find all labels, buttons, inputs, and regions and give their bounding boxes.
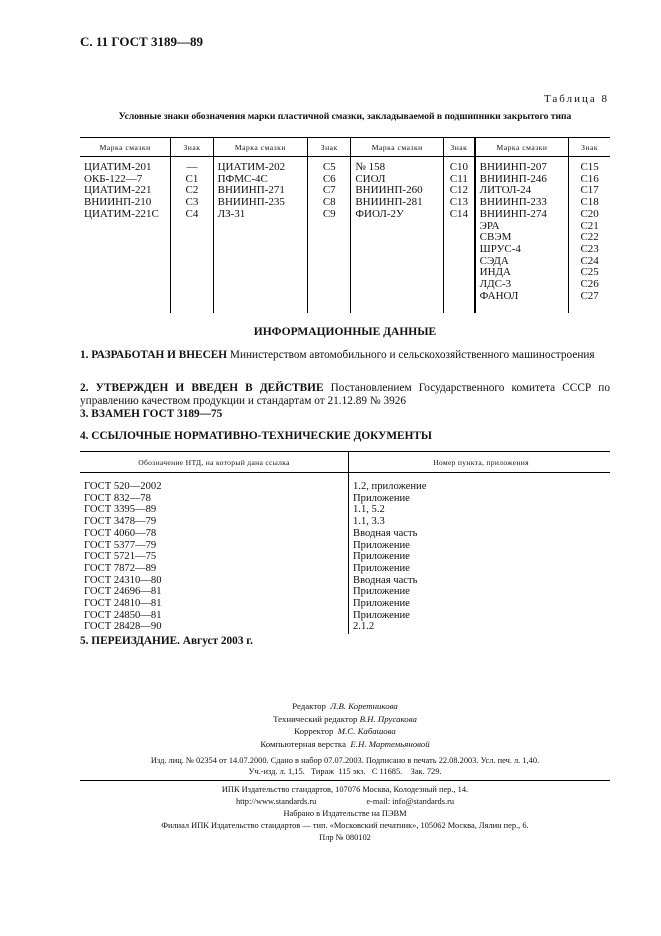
info-title: ИНФОРМАЦИОННЫЕ ДАННЫЕ (253, 326, 437, 338)
reference-document: ГОСТ 24850—81 (84, 609, 162, 621)
grease-sign: С18 (580, 196, 599, 209)
layout-name: Е.Н. Мартемьяновой (350, 738, 430, 749)
license-number: Плр № 080102 (319, 833, 371, 842)
grease-brand: ЛДС-3 (479, 278, 512, 291)
grease-brand: ОКБ-122—7 (84, 172, 143, 185)
corrector-name: М.С. Кабашова (337, 726, 396, 736)
reference-clause: Вводная часть (353, 527, 418, 539)
grease-sign: С23 (580, 242, 599, 255)
print-line-2: Уч.-изд. л. 1,15. Тираж 115 экз. С 11685. Зак. 729. (248, 766, 442, 776)
reference-document: ГОСТ 4060—78 (84, 527, 157, 539)
grease-sign: С24 (580, 254, 599, 267)
grease-brand: ВНИИНП-235 (217, 196, 285, 209)
grease-sign: С3 (185, 196, 199, 209)
publisher-address: ИПК Издательство стандартов, 107076 Москва, Колодезный пер., 14. (221, 785, 469, 794)
grease-sign: С17 (580, 184, 599, 197)
col-header-brand: Марка смазки (475, 138, 569, 157)
grease-brand: ЦИАТИМ-201 (84, 161, 152, 173)
print-line-1: Изд. лиц. № 02354 от 14.07.2000. Сдано в набор 07.07.2003. Подписано в печать 22.08.2003. Усл. печ. л. 1,40. (150, 756, 540, 765)
grease-sign: — (186, 161, 198, 173)
reference-document: ГОСТ 832—78 (84, 492, 151, 504)
grease-sign: С9 (322, 207, 336, 220)
reference-document: ГОСТ 5721—75 (84, 551, 157, 563)
reference-document: ГОСТ 3478—79 (84, 516, 157, 528)
reference-document: ГОСТ 3395—89 (84, 504, 157, 516)
grease-sign: С8 (322, 196, 336, 209)
grease-brand: ЦИАТИМ-221 (84, 184, 152, 197)
grease-brand: ЦИАТИМ-202 (217, 161, 286, 173)
item-1-text: Министерством автомобильного и сельскохозяйственного машиностроения (227, 349, 595, 361)
editor-label: Редактор (292, 701, 326, 711)
references-table (80, 451, 610, 634)
grease-sign: С12 (449, 184, 469, 197)
grease-sign: С1 (185, 172, 199, 185)
grease-brand: ЭРА (479, 219, 500, 232)
grease-sign: С26 (580, 278, 599, 291)
publisher-url[interactable]: http://www.standards.ru (235, 797, 317, 806)
grease-brand: ВНИИНП-271 (217, 184, 285, 197)
grease-brand: ВНИИНП-233 (479, 196, 547, 209)
col-header-brand: Марка смазки (351, 138, 444, 157)
grease-sign: С25 (580, 266, 599, 279)
divider (80, 780, 610, 781)
printer-address: Филиал ИПК Издательство стандартов — тип. «Московский печатник», 105062 Москва, Лялин пер., 6. (161, 821, 529, 830)
reference-clause: Приложение (353, 609, 410, 621)
grease-brand: ФИОЛ-2У (355, 207, 404, 220)
publisher-info (80, 784, 610, 844)
reference-document: ГОСТ 24810—81 (84, 598, 162, 610)
grease-brand: ВНИИНП-260 (355, 184, 423, 197)
item-2-text: Постановлением Государственного комитета СССР по управлению качеством продукции и стандартам от 21.12.89 № 3926 (80, 382, 610, 407)
layout-label: Компьютерная верстка (260, 738, 346, 749)
reference-document: ГОСТ 5377—79 (84, 539, 157, 551)
credits (80, 700, 610, 750)
typeset-note: Набрано в Издательстве на ПЭВМ (283, 809, 407, 818)
grease-brand: ШРУС-4 (479, 242, 521, 255)
grease-brand: ВНИИНП-274 (479, 207, 547, 220)
grease-sign: С22 (580, 231, 599, 244)
grease-brand: ИНДА (479, 266, 511, 279)
col-header-ntd: Обозначение НТД, на который дана ссылка (80, 452, 349, 473)
grease-brand: СЭДА (479, 254, 509, 267)
grease-sign: С6 (322, 172, 336, 185)
grease-brand: ВНИИНП-246 (479, 172, 547, 185)
grease-sign: С10 (449, 161, 469, 173)
grease-sign: С15 (580, 161, 599, 173)
col-header-sign: Знак (308, 138, 351, 157)
print-info (80, 756, 610, 777)
col-header-sign: Знак (444, 138, 475, 157)
reference-clause: 1.2, приложение (353, 481, 427, 492)
reference-clause: Приложение (353, 551, 410, 563)
reference-clause: Приложение (353, 586, 410, 598)
grease-sign: С7 (322, 184, 336, 197)
item-2-heading: 2. УТВЕРЖДЕН И ВВЕДЕН В ДЕЙСТВИЕ (80, 382, 324, 394)
reference-clause: Приложение (353, 598, 410, 610)
grease-brand: ВНИИНП-210 (84, 196, 152, 209)
grease-sign: С27 (580, 289, 599, 302)
item-1-heading: 1. РАЗРАБОТАН И ВНЕСЕН (80, 349, 228, 361)
info-item-5: 5. ПЕРЕИЗДАНИЕ. Август 2003 г. (80, 635, 253, 647)
grease-sign: С21 (580, 219, 599, 232)
reference-clause: Приложение (353, 492, 410, 504)
reference-clause: 1.1, 3.3 (353, 516, 385, 528)
col-header-sign: Знак (569, 138, 610, 157)
table-label: Таблица 8 (543, 93, 609, 105)
grease-brand: СВЭМ (479, 231, 512, 244)
reference-document: ГОСТ 24310—80 (84, 574, 162, 586)
reference-document: ГОСТ 520—2002 (84, 481, 162, 492)
grease-brand: ВНИИНП-207 (479, 161, 547, 173)
tech-editor-name: В.Н. Прусакова (359, 713, 417, 724)
editor-name: Л.В. Коретникова (330, 701, 398, 711)
reference-clause: 1.1, 5.2 (353, 504, 385, 516)
grease-brand: № 158 (355, 161, 386, 173)
grease-sign: С11 (449, 172, 468, 185)
info-item-3: 3. ВЗАМЕН ГОСТ 3189—75 (80, 408, 223, 420)
grease-brand: ВНИИНП-281 (355, 196, 423, 209)
reference-document: ГОСТ 7872—89 (84, 562, 157, 574)
grease-brand: СИОЛ (355, 172, 386, 185)
reference-document: ГОСТ 24696—81 (84, 586, 162, 598)
reference-document: ГОСТ 28428—90 (84, 621, 162, 633)
reference-clause: Вводная часть (353, 574, 418, 586)
reference-clause: Приложение (353, 562, 410, 574)
grease-sign: С5 (322, 161, 336, 173)
grease-sign: С13 (449, 196, 469, 209)
grease-brand: ПФМС-4С (217, 172, 268, 185)
publisher-email[interactable]: e-mail: info@standards.ru (366, 797, 455, 806)
col-header-brand: Марка смазки (213, 138, 308, 157)
grease-sign: С16 (580, 172, 599, 185)
table-caption: Условные знаки обозначения марки пластичной смазки, закладываемой в подшипники закрытого типа (118, 111, 572, 122)
grease-brand: ЛИТОЛ-24 (479, 184, 532, 197)
grease-brand: ЦИАТИМ-221С (84, 207, 159, 220)
reference-clause: Приложение (353, 539, 410, 551)
reference-clause: 2.1.2 (353, 621, 375, 633)
grease-sign: С20 (580, 207, 599, 220)
grease-brand: ФАНОЛ (479, 289, 519, 302)
col-header-brand: Марка смазки (80, 138, 171, 157)
col-header-sign: Знак (171, 138, 213, 157)
grease-sign: С2 (185, 184, 199, 197)
grease-signs-table (80, 137, 610, 313)
tech-editor-label: Технический редактор (273, 713, 358, 724)
grease-brand: ЛЗ-31 (217, 207, 246, 220)
info-item-2 (80, 382, 610, 408)
grease-sign: С14 (449, 207, 469, 220)
info-item-4: 4. ССЫЛОЧНЫЕ НОРМАТИВНО-ТЕХНИЧЕСКИЕ ДОКУМЕНТЫ (80, 430, 432, 442)
grease-sign: С4 (185, 207, 199, 220)
info-item-1 (80, 349, 610, 362)
page-header: С. 11 ГОСТ 3189—89 (80, 34, 203, 49)
corrector-label: Корректор (294, 726, 334, 736)
col-header-clause: Номер пункта, приложения (349, 452, 611, 473)
